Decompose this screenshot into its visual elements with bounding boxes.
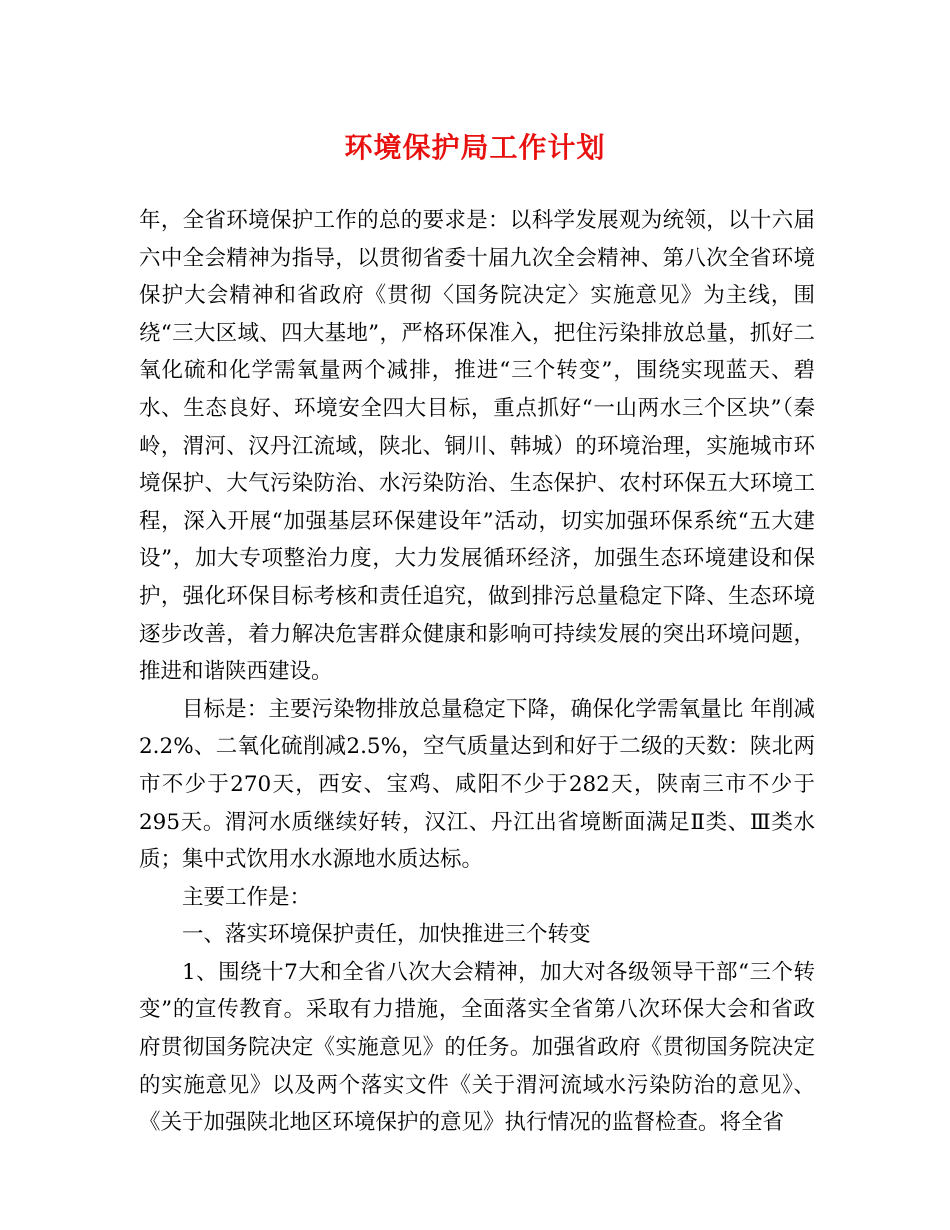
document-title: 环境保护局工作计划 — [344, 131, 606, 164]
section-heading-1: 一、落实环境保护责任，加快推进三个转变 — [182, 922, 591, 948]
paragraph-main-work-heading: 主要工作是： — [182, 884, 312, 910]
paragraph-item-1: 1、围绕十7大和全省八次大会精神，加大对各级领导干部“三个转变”的宣传教育。采取有力措施，全面落实全省第八次环保大会和省政府贯彻国务院决定《实施意见》的任务。加强省政府《贯彻国务院决定的实施意见》以及两个落实文件《关于渭河流域水污染防治的意见》、《关于加强陕北地区环境保护的意见》执行情况的监督检查。将全省 — [139, 959, 815, 1136]
paragraph-general-requirements: 年，全省环境保护工作的总的要求是：以科学发展观为统领，以十六届六中全会精神为指导，以贯彻省委十届九次全会精神、第八次全省环境保护大会精神和省政府《贯彻〈国务院决定〉实施意见》为主线，围绕“三大区域、四大基地”，严格环保准入，把住污染排放总量，抓好二氧化硫和化学需氧量两个减排，推进“三个转变”，围绕实现蓝天、碧水、生态良好、环境安全四大目标，重点抓好“一山两水三个区块”（秦岭，渭河、汉丹江流域，陕北、铜川、韩城）的环境治理，实施城市环境保护、大气污染防治、水污染防治、生态保护、农村环保五大环境工程，深入开展“加强基层环保建设年”活动，切实加强环保系统“五大建设”，加大专项整治力度，大力发展循环经济，加强生态环境建设和保护，强化环保目标考核和责任追究，做到排污总量稳定下降、生态环境逐步改善，着力解决危害群众健康和影响可持续发展的突出环境问题，推进和谐陕西建设。 — [139, 208, 815, 685]
paragraph-targets: 目标是：主要污染物排放总量稳定下降，确保化学需氧量比 年削减2.2%、二氧化硫削减2.5%，空气质量达到和好于二级的天数：陕北两市不少于270天，西安、宝鸡、咸阳不少于282天，陕南三市不少于295天。渭河水质继续好转，汉江、丹江出省境断面满足Ⅱ类、Ⅲ类水质；集中式饮用水水源地水质达标。 — [139, 696, 815, 873]
document-body — [139, 202, 815, 1142]
